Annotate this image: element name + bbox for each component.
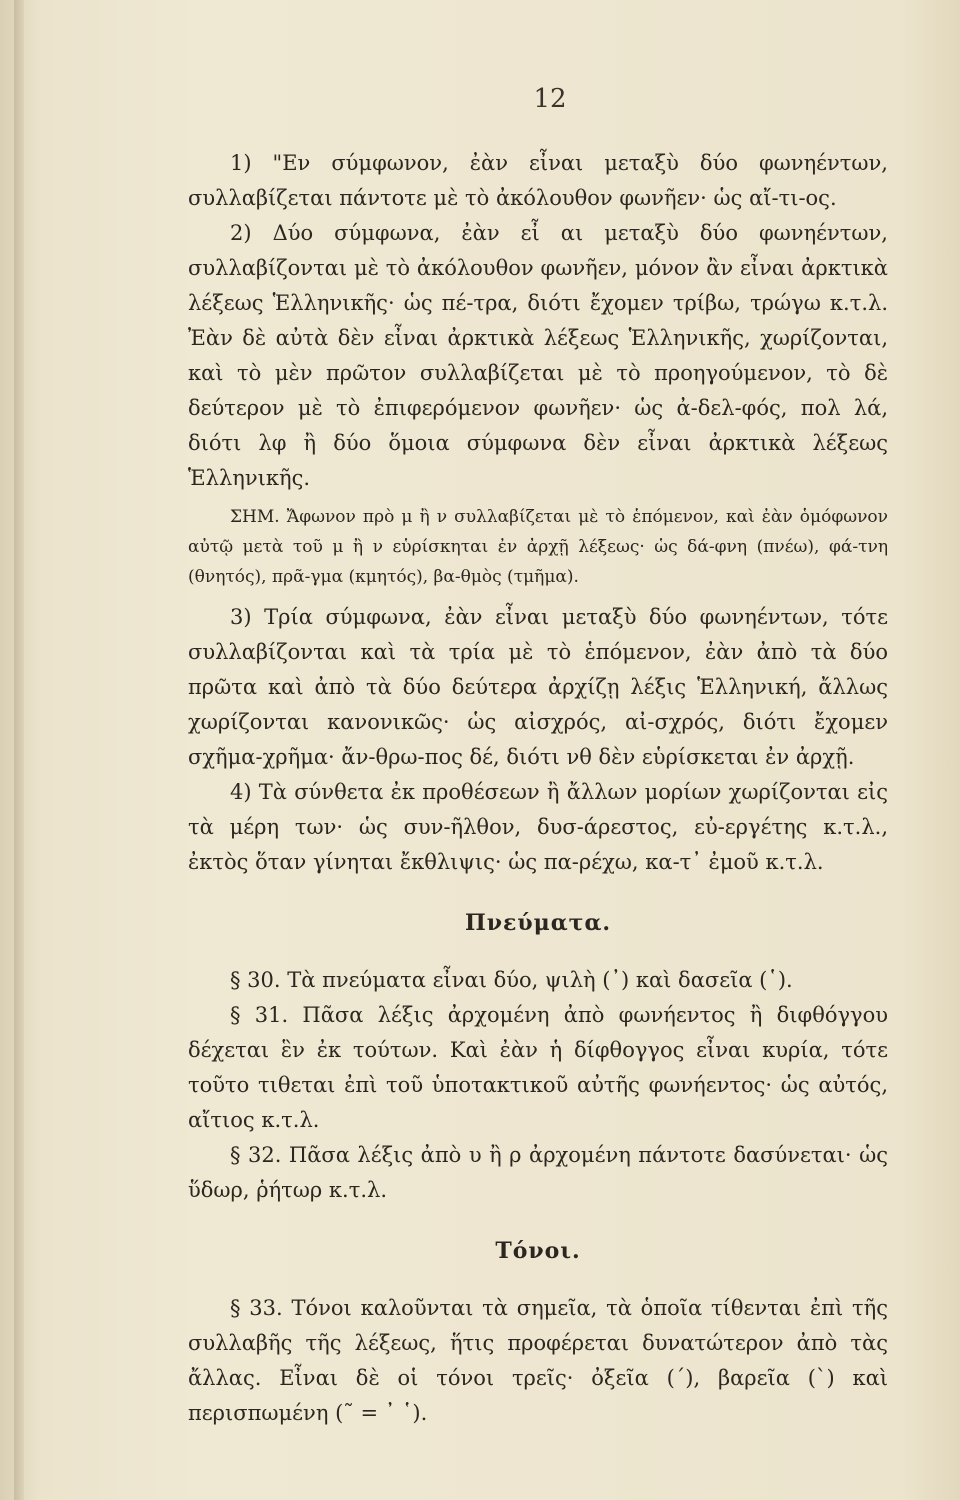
page-number: 12 — [533, 84, 567, 114]
paragraph-30: § 30. Τὰ πνεύματα εἶναι δύο, ψιλὴ (᾿) καὶ δασεῖα (῾). — [230, 968, 793, 992]
paragraph-32: § 32. Πᾶσα λέξις ἀπὸ υ ἢ ρ ἀρχομένη πάντοτε δασύνεται· ὡς ὕδωρ, ῥήτωρ κ.τ.λ. — [188, 1143, 888, 1202]
paragraph-33: § 33. Τόνοι καλοῦνται τὰ σημεῖα, τὰ ὁποῖα τίθενται ἐπὶ τῆς συλλαβῆς τῆς λέξεως, ἥτις προφέρεται δυνατώτερον ἀπὸ τὰς ἄλλας. Εἶναι δὲ οἱ τόνοι τρεῖς· ὀξεῖα (´), βαρεῖα (`) καὶ περισπωμένη (῀ = ᾿ ῾). — [188, 1296, 888, 1425]
note-paragraph: ΣΗΜ. Ἄφωνον πρὸ μ ἢ ν συλλαβίζεται μὲ τὸ ἑπόμενον, καὶ ἐὰν ὁμόφωνον αὐτῷ μετὰ τοῦ μ ἢ ν εὑρίσκηται ἐν ἀρχῇ λέξεως· ὡς δά-φνη (πνέω), φά-τνη (θνητός), πρᾶ-γμα (κμητός), βα-θμὸς (τμῆμα). — [188, 507, 888, 587]
paragraph-rule-2: 2) Δύο σύμφωνα, ἐὰν εἶ αι μεταξὺ δύο φωνηέντων, συλλαβίζονται μὲ τὸ ἀκόλουθον φωνῆεν, μόνον ἂν εἶναι ἀρκτικὰ λέξεως Ἑλληνικῆς· ὡς πέ-τρα, διότι ἔχομεν τρίβω, τρώγω κ.τ.λ. Ἐὰν δὲ αὐτὰ δὲν εἶναι ἀρκτικὰ λέξεως Ἑλληνικῆς, χωρίζονται, καὶ τὸ μὲν πρῶτον συλλαβίζεται μὲ τὸ προηγούμενον, τὸ δὲ δεύτερον μὲ τὸ ἐπιφερόμενον φωνῆεν· ὡς ἀ-δελ-φός, πολ λά, διότι λφ ἢ δύο ὅμοια σύμφωνα δὲν εἶναι ἀρκτικὰ λέξεως Ἑλληνικῆς. — [188, 221, 888, 490]
paragraph-rule-3: 3) Τρία σύμφωνα, ἐὰν εἶναι μεταξὺ δύο φωνηέντων, τότε συλλαβίζονται καὶ τὰ τρία μὲ τὸ ἑπόμενον, ἐὰν ἀπὸ τὰ δύο πρῶτα καὶ ἀπὸ τὰ δύο δεύτερα ἀρχίζῃ λέξις Ἑλληνική, ἄλλως χωρίζονται κανονικῶς· ὡς αἰσχρός, αἰ-σχρός, διότι ἔχομεν σχῆμα-χρῆμα· ἄν-θρω-πος δέ, διότι νθ δὲν εὑρίσκεται ἐν ἀρχῇ. — [188, 605, 888, 769]
section-heading-tonoi: Τόνοι. — [495, 1238, 581, 1264]
paragraph-31: § 31. Πᾶσα λέξις ἀρχομένη ἀπὸ φωνήεντος ἢ διφθόγγου δέχεται ἓν ἐκ τούτων. Καὶ ἐὰν ἡ δίφθογγος εἶναι κυρία, τότε τοῦτο τιθεται ἐπὶ τοῦ ὑποτακτικοῦ αὐτῆς φωνήεντος· ὡς αὐτός, αἴτιος κ.τ.λ. — [188, 1003, 888, 1132]
page-binding-edge — [14, 0, 24, 1500]
body-text — [188, 146, 888, 1431]
paragraph-rule-1: 1) "Εν σύμφωνον, ἐὰν εἶναι μεταξὺ δύο φωνηέντων, συλλαβίζεται πάντοτε μὲ τὸ ἀκόλουθον φωνῆεν· ὡς αἴ-τι-ος. — [188, 151, 888, 210]
paragraph-rule-4: 4) Τὰ σύνθετα ἐκ προθέσεων ἢ ἄλλων μορίων χωρίζονται εἰς τὰ μέρη των· ὡς συν-ῆλθον, δυσ-άρεστος, εὐ-εργέτης κ.τ.λ., ἐκτὸς ὅταν γίνηται ἔκθλιψις· ὡς πα-ρέχω, κα-τ᾽ ἐμοῦ κ.τ.λ. — [188, 780, 888, 874]
section-heading-pneumata: Πνεύματα. — [464, 910, 612, 936]
